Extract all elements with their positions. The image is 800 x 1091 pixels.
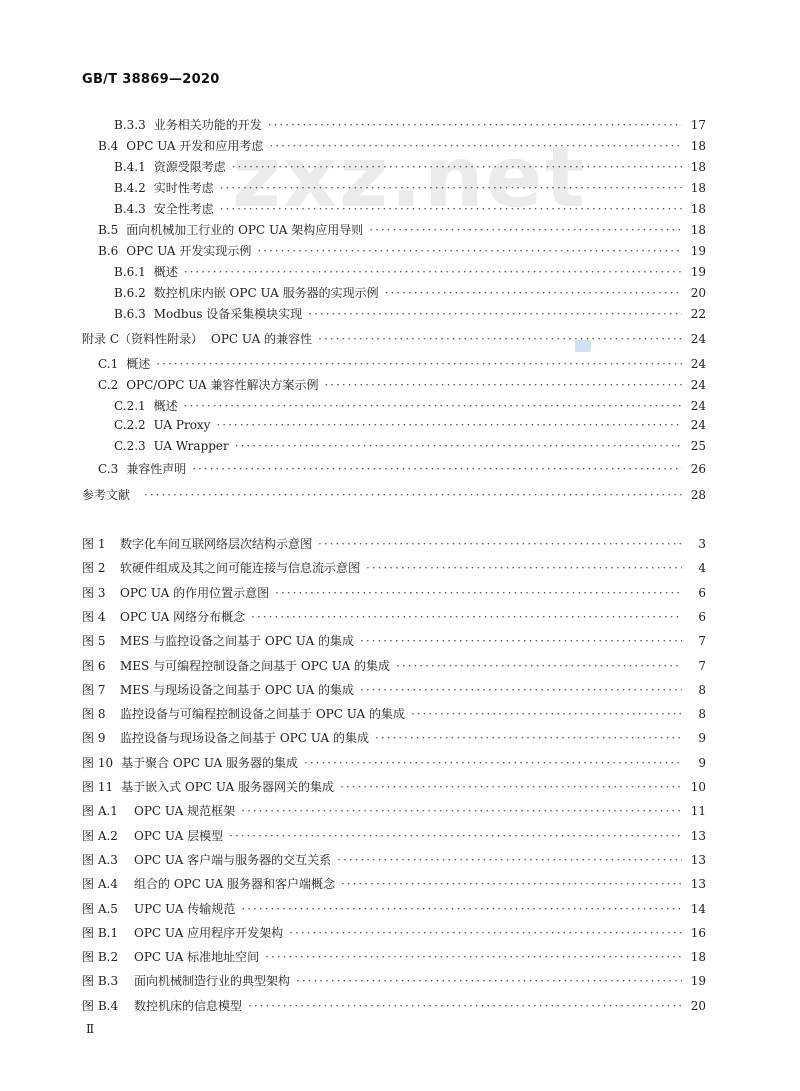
toc-entry-title: 资源受限考虑 bbox=[153, 160, 226, 174]
figure-entry[interactable] bbox=[82, 681, 706, 701]
toc-entry-page: 20 bbox=[690, 286, 706, 300]
leader-dots bbox=[216, 418, 682, 432]
leader-dots bbox=[251, 610, 682, 624]
figure-entry-page: 9 bbox=[698, 731, 706, 745]
toc-entry-title: 业务相关功能的开发 bbox=[153, 118, 262, 132]
figure-entry[interactable] bbox=[82, 559, 706, 579]
figure-entry[interactable] bbox=[82, 632, 706, 652]
figure-entry[interactable] bbox=[82, 972, 706, 992]
figure-entry[interactable] bbox=[82, 827, 706, 847]
figure-entry-page: 13 bbox=[690, 829, 706, 843]
leader-dots bbox=[289, 926, 682, 940]
toc-entry-number: C.3 bbox=[98, 462, 119, 476]
toc-entry-title: UA Proxy bbox=[153, 418, 211, 432]
toc-entry-page: 24 bbox=[690, 332, 706, 346]
toc-entry[interactable] bbox=[114, 397, 706, 417]
leader-dots bbox=[375, 731, 682, 745]
toc-entry[interactable] bbox=[98, 355, 706, 375]
leader-dots bbox=[269, 139, 682, 153]
figure-entry[interactable] bbox=[82, 584, 706, 604]
toc-entry-number: B.5 bbox=[98, 223, 119, 237]
figure-entry-page: 9 bbox=[698, 756, 706, 770]
toc-entry-page: 18 bbox=[690, 160, 706, 174]
leader-dots bbox=[220, 202, 682, 216]
figure-entry-number: 图 A.4 bbox=[82, 877, 118, 891]
leader-dots bbox=[369, 223, 682, 237]
toc-entry[interactable] bbox=[98, 137, 706, 157]
toc-entry-number: C.2.2 bbox=[114, 418, 146, 432]
figure-entry-title: UPC UA 传输规范 bbox=[134, 902, 236, 916]
figure-entry-number: 图 B.2 bbox=[82, 950, 119, 964]
leader-dots bbox=[340, 780, 682, 794]
toc-entry[interactable] bbox=[98, 376, 706, 396]
toc-entry-title: 面向机械加工行业的 OPC UA 架构应用导则 bbox=[126, 223, 364, 237]
figure-entry-number: 图 11 bbox=[82, 780, 114, 794]
toc-entry[interactable] bbox=[114, 263, 706, 283]
toc-entry-number: C.2.3 bbox=[114, 439, 146, 453]
leader-dots bbox=[318, 537, 682, 551]
toc-entry-title: OPC UA 开发实现示例 bbox=[126, 244, 252, 258]
toc-entry-number: B.4 bbox=[98, 139, 119, 153]
toc-entry-number: B.4.3 bbox=[114, 202, 146, 216]
figure-entry-page: 13 bbox=[690, 877, 706, 891]
figure-entry[interactable] bbox=[82, 802, 706, 822]
toc-entry[interactable] bbox=[82, 486, 706, 506]
toc-entry-title: OPC UA 开发和应用考虑 bbox=[126, 139, 264, 153]
leader-dots bbox=[385, 286, 682, 300]
toc-entry-page: 18 bbox=[690, 139, 706, 153]
figure-entry[interactable] bbox=[82, 657, 706, 677]
figure-entry-page: 16 bbox=[690, 926, 706, 940]
leader-dots bbox=[318, 332, 682, 346]
figure-entry-number: 图 B.1 bbox=[82, 926, 119, 940]
toc-entry[interactable] bbox=[98, 460, 706, 480]
figure-entry-page: 19 bbox=[690, 974, 706, 988]
leader-dots bbox=[232, 160, 682, 174]
toc-entry-number: B.3.3 bbox=[114, 118, 146, 132]
figure-entry-title: MES 与监控设备之间基于 OPC UA 的集成 bbox=[120, 634, 355, 648]
toc-entry-page: 28 bbox=[690, 488, 706, 502]
toc-entry-number: B.6.1 bbox=[114, 265, 146, 279]
toc-entry-number: C.2.1 bbox=[114, 399, 146, 413]
toc-entry-page: 26 bbox=[690, 462, 706, 476]
leader-dots bbox=[241, 804, 682, 818]
figure-entry-title: 基于聚合 OPC UA 服务器的集成 bbox=[121, 756, 299, 770]
leader-dots bbox=[304, 756, 682, 770]
figure-entry[interactable] bbox=[82, 900, 706, 920]
figure-entry-title: 数控机床的信息模型 bbox=[134, 999, 243, 1013]
toc-entry-page: 18 bbox=[690, 181, 706, 195]
figure-entry-page: 4 bbox=[698, 561, 706, 575]
figure-entry-title: 面向机械制造行业的典型架构 bbox=[134, 974, 291, 988]
toc-entry[interactable] bbox=[114, 284, 706, 304]
leader-dots bbox=[265, 950, 682, 964]
toc-entry-page: 24 bbox=[690, 399, 706, 413]
figure-entry-page: 14 bbox=[690, 902, 706, 916]
leader-dots bbox=[275, 586, 682, 600]
standard-code-header: GB/T 38869—2020 bbox=[82, 72, 220, 87]
toc-entry-number: C.1 bbox=[98, 357, 119, 371]
figure-entry[interactable] bbox=[82, 705, 706, 725]
figure-entry-page: 8 bbox=[698, 707, 706, 721]
figure-entry[interactable] bbox=[82, 608, 706, 628]
leader-dots bbox=[184, 399, 682, 413]
figure-entry-page: 10 bbox=[690, 780, 706, 794]
figure-entry-page: 13 bbox=[690, 853, 706, 867]
leader-dots bbox=[366, 561, 682, 575]
figure-entry-page: 6 bbox=[698, 586, 706, 600]
figure-entry-number: 图 6 bbox=[82, 659, 106, 673]
figure-entry-title: 软硬件组成及其之间可能连接与信息流示意图 bbox=[120, 561, 361, 575]
toc-entry-number: B.6.3 bbox=[114, 307, 146, 321]
toc-entry-number: 附录 C（资料性附录） bbox=[82, 332, 203, 346]
leader-dots bbox=[144, 488, 682, 502]
toc-entry[interactable] bbox=[114, 418, 706, 438]
figure-entry-number: 图 B.3 bbox=[82, 974, 119, 988]
toc-entry-page: 25 bbox=[690, 439, 706, 453]
figure-entry[interactable] bbox=[82, 948, 706, 968]
figure-entry-title: 基于嵌入式 OPC UA 服务器网关的集成 bbox=[121, 780, 335, 794]
figure-entry[interactable] bbox=[82, 875, 706, 895]
figure-entry-number: 图 B.4 bbox=[82, 999, 119, 1013]
toc-entry[interactable] bbox=[114, 179, 706, 199]
watermark-logo: zxz.net bbox=[232, 128, 587, 226]
figure-entry-title: OPC UA 的作用位置示意图 bbox=[120, 586, 270, 600]
toc-entry-title: 兼容性声明 bbox=[126, 462, 187, 476]
figure-entry-number: 图 10 bbox=[82, 756, 114, 770]
toc-entry-page: 24 bbox=[690, 357, 706, 371]
leader-dots bbox=[296, 974, 682, 988]
figure-entry[interactable] bbox=[82, 924, 706, 944]
toc-entry-title: 概述 bbox=[153, 265, 178, 279]
leader-dots bbox=[257, 244, 682, 258]
figure-entry-title: 组合的 OPC UA 服务器和客户端概念 bbox=[134, 877, 335, 891]
toc-entry-number: C.2 bbox=[98, 378, 119, 392]
toc-entry-number: B.6.2 bbox=[114, 286, 146, 300]
toc-entry-page: 24 bbox=[690, 418, 706, 432]
toc-entry[interactable] bbox=[98, 242, 706, 262]
figure-entry-page: 11 bbox=[690, 804, 706, 818]
figure-entry-title: MES 与现场设备之间基于 OPC UA 的集成 bbox=[120, 683, 355, 697]
toc-entry[interactable] bbox=[114, 200, 706, 220]
toc-entry-title: OPC/OPC UA 兼容性解决方案示例 bbox=[126, 378, 319, 392]
figure-entry-number: 图 2 bbox=[82, 561, 106, 575]
leader-dots bbox=[396, 659, 682, 673]
leader-dots bbox=[337, 853, 682, 867]
toc-entry[interactable] bbox=[114, 439, 706, 459]
toc-entry[interactable] bbox=[114, 158, 706, 178]
toc-entry-page: 19 bbox=[690, 244, 706, 258]
figure-entry-title: OPC UA 标准地址空间 bbox=[134, 950, 260, 964]
figure-entry-number: 图 8 bbox=[82, 707, 106, 721]
leader-dots bbox=[360, 683, 682, 697]
toc-entry[interactable] bbox=[114, 116, 706, 136]
toc-entry-page: 19 bbox=[690, 265, 706, 279]
figure-entry-number: 图 1 bbox=[82, 537, 106, 551]
toc-entry-title: 概述 bbox=[153, 399, 178, 413]
figure-entry-number: 图 7 bbox=[82, 683, 106, 697]
figure-entry-number: 图 A.1 bbox=[82, 804, 118, 818]
toc-entry-title: UA Wrapper bbox=[153, 439, 229, 453]
figure-entry-page: 18 bbox=[690, 950, 706, 964]
figure-entry-number: 图 A.3 bbox=[82, 853, 118, 867]
figure-entry-title: 数字化车间互联网络层次结构示意图 bbox=[120, 537, 313, 551]
toc-entry-number: B.4.1 bbox=[114, 160, 146, 174]
toc-entry-page: 22 bbox=[690, 307, 706, 321]
page-number-footer: Ⅱ bbox=[86, 1022, 95, 1036]
leader-dots bbox=[220, 181, 682, 195]
leader-dots bbox=[308, 307, 682, 321]
toc-entry-page: 24 bbox=[690, 378, 706, 392]
leader-dots bbox=[324, 378, 682, 392]
toc-entry[interactable] bbox=[114, 305, 706, 325]
toc-entry-title: Modbus 设备采集模块实现 bbox=[153, 307, 303, 321]
figure-entry-title: MES 与可编程控制设备之间基于 OPC UA 的集成 bbox=[120, 659, 391, 673]
toc-entry[interactable] bbox=[98, 221, 706, 241]
leader-dots bbox=[235, 439, 682, 453]
figure-entry-page: 7 bbox=[698, 634, 706, 648]
figure-entry-number: 图 5 bbox=[82, 634, 106, 648]
leader-dots bbox=[241, 902, 682, 916]
leader-dots bbox=[341, 877, 682, 891]
leader-dots bbox=[229, 829, 682, 843]
toc-entry-page: 18 bbox=[690, 223, 706, 237]
figure-entry-number: 图 3 bbox=[82, 586, 106, 600]
toc-entry-title: 概述 bbox=[126, 357, 151, 371]
toc-entry[interactable] bbox=[82, 330, 706, 350]
figure-entry-title: 监控设备与现场设备之间基于 OPC UA 的集成 bbox=[120, 731, 369, 745]
figure-entry-number: 图 9 bbox=[82, 731, 106, 745]
toc-entry-page: 17 bbox=[690, 118, 706, 132]
figure-entry-title: 监控设备与可编程控制设备之间基于 OPC UA 的集成 bbox=[120, 707, 405, 721]
figure-entry-title: OPC UA 层模型 bbox=[134, 829, 224, 843]
figure-entry-page: 7 bbox=[698, 659, 706, 673]
toc-entry-title: OPC UA 的兼容性 bbox=[211, 332, 313, 346]
toc-entry-title: 实时性考虑 bbox=[153, 181, 214, 195]
figure-entry-number: 图 A.5 bbox=[82, 902, 118, 916]
leader-dots bbox=[248, 999, 682, 1013]
figure-entry[interactable] bbox=[82, 729, 706, 749]
leader-dots bbox=[268, 118, 682, 132]
figure-entry-title: OPC UA 客户端与服务器的交互关系 bbox=[134, 853, 332, 867]
toc-entry-title: 安全性考虑 bbox=[153, 202, 214, 216]
toc-entry-number: B.4.2 bbox=[114, 181, 146, 195]
figure-entry-page: 20 bbox=[690, 999, 706, 1013]
figure-entry[interactable] bbox=[82, 851, 706, 871]
figure-entry-title: OPC UA 网络分布概念 bbox=[120, 610, 246, 624]
toc-entry-number: B.6 bbox=[98, 244, 119, 258]
leader-dots bbox=[192, 462, 682, 476]
leader-dots bbox=[411, 707, 682, 721]
leader-dots bbox=[184, 265, 682, 279]
leader-dots bbox=[156, 357, 682, 371]
figure-entry-number: 图 A.2 bbox=[82, 829, 118, 843]
figure-entry[interactable] bbox=[82, 535, 706, 555]
figure-entry-page: 8 bbox=[698, 683, 706, 697]
toc-entry-number: 参考文献 bbox=[82, 488, 131, 502]
figure-entry-number: 图 4 bbox=[82, 610, 106, 624]
figure-entry-title: OPC UA 规范框架 bbox=[134, 804, 236, 818]
figure-entry[interactable] bbox=[82, 754, 706, 774]
toc-entry-page: 18 bbox=[690, 202, 706, 216]
figure-entry-title: OPC UA 应用程序开发架构 bbox=[134, 926, 284, 940]
leader-dots bbox=[360, 634, 682, 648]
figure-entry-page: 6 bbox=[698, 610, 706, 624]
figure-entry-page: 3 bbox=[698, 537, 706, 551]
toc-entry-title: 数控机床内嵌 OPC UA 服务器的实现示例 bbox=[153, 286, 379, 300]
figure-entry[interactable] bbox=[82, 778, 706, 798]
figure-entry[interactable] bbox=[82, 997, 706, 1017]
